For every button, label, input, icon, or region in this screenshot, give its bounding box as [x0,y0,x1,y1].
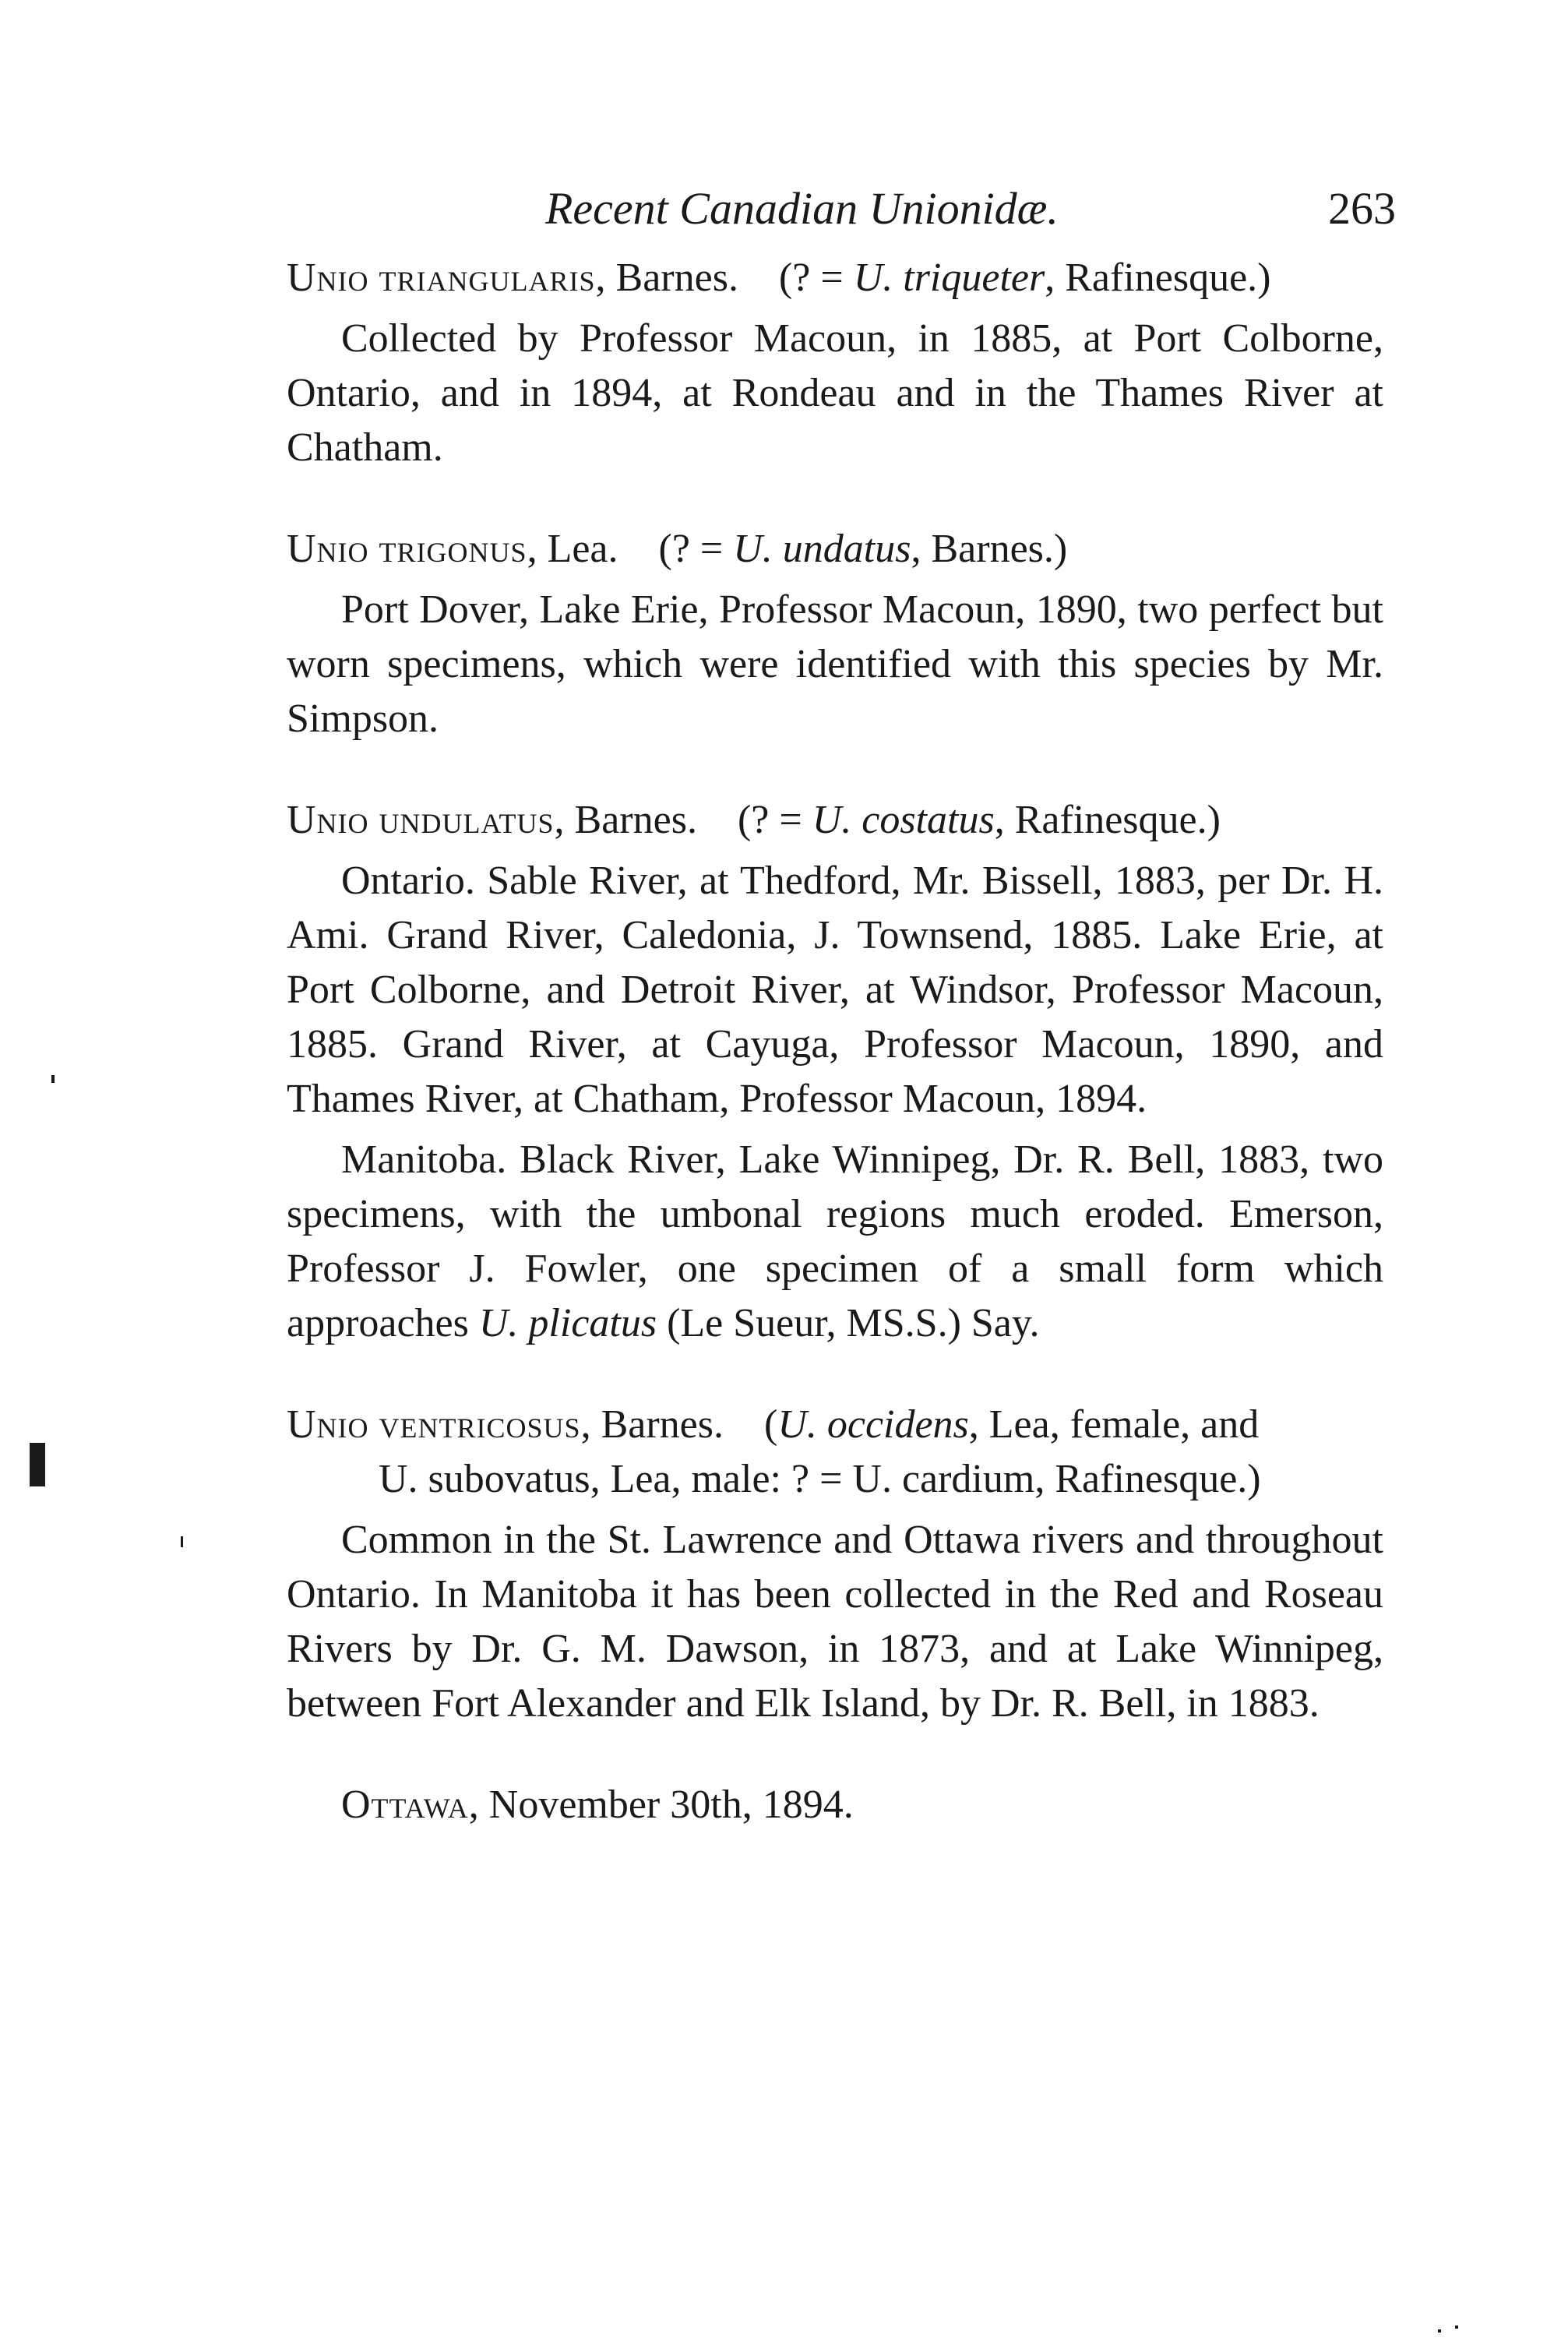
synonym-name: U. triqueter [853,256,1045,300]
signoff-place: Ottawa [341,1783,469,1827]
species-name: undulatus [379,798,555,842]
synonym-prefix: (? = [778,256,854,300]
page-body [287,251,1383,1832]
synonym-name: U. costatus [812,798,995,842]
scan-mark [51,1075,55,1083]
manitoba-text-after: (Le Sueur, MS.S.) Say. [657,1301,1040,1345]
entry-paragraph: Collected by Professor Macoun, in 1885, at Port Colborne, Ontario, and in 1894, at Rondeau and in the Thames River at Chatham. [287,316,1383,470]
synonym-prefix: (? = [658,527,734,571]
entry-paragraph-ontario: Ontario. Sable River, at Thedford, Mr. Bissell, 1883, per Dr. H. Ami. Grand River, Caledonia, J. Townsend, 1885. Lake Erie, at Port Colborne, and Detroit River, at Windsor, Professor Macoun, 1885. Grand River, at Cayuga, Professor Macoun, 1890, and Thames River, at Chatham, Professor Macoun, 1894. [287,859,1383,1121]
species-name: trigonus [379,527,527,571]
species-name: ventricosus [379,1402,581,1447]
synonym-suffix: , Barnes.) [911,527,1068,571]
synonym-prefix: (? = [737,798,812,842]
synonym-suffix: , Rafinesque.) [994,798,1221,842]
scan-mark [181,1536,183,1547]
entry-heading-continuation [287,1452,1383,1507]
synonym-name-3: U. cardium [852,1457,1035,1501]
manitoba-italic-name: U. plicatus [478,1301,657,1345]
entry-heading-triangularis [287,251,1383,305]
authority: , Barnes. [580,1402,724,1447]
genus-name: Unio [287,1402,369,1447]
manitoba-text-before: Manitoba. Black River, Lake Winnipeg, Dr. R. Bell, 1883, two specimens, with the umbonal regions much eroded. Emerson, Professor J. Fowler, one specimen of a small form which approaches [287,1137,1383,1345]
authority: , Barnes. [595,256,738,300]
species-name: triangularis [379,256,596,300]
synonym-suffix: , Lea, female, and [968,1402,1260,1447]
genus-name: Unio [287,256,369,300]
synonym-name: U. undatus [733,527,911,571]
synonym-prefix: ( [763,1402,778,1447]
genus-name: Unio [287,527,369,571]
entry-heading-undulatus [287,793,1383,848]
genus-name: Unio [287,798,369,842]
synonym-name: U. occidens [777,1402,969,1447]
entry-paragraph-manitoba [287,1133,1383,1351]
authority: , Lea. [527,527,618,571]
entry-paragraph: Port Dover, Lake Erie, Professor Macoun, 1890, two perfect but worn specimens, which were identified with this species by Mr. Simpson. [287,587,1383,741]
signoff-date: , November 30th, 1894. [468,1783,854,1827]
entry-heading-trigonus [287,522,1383,577]
scan-mark [30,1443,45,1486]
scan-mark [1455,2326,1458,2329]
entry-heading-ventricosus [287,1398,1383,1452]
synonym-suffix: , Rafinesque.) [1045,256,1271,300]
scan-mark [1438,2329,1441,2333]
synonym-mid: , Lea, male: ? = [590,1457,853,1501]
authority: , Barnes. [554,798,697,842]
signoff [287,1778,1383,1832]
running-title: Recent Canadian Unionidæ. [545,183,1059,234]
entry-paragraph: Common in the St. Lawrence and Ottawa rivers and throughout Ontario. In Manitoba it has been collected in the Red and Roseau Rivers by Dr. G. M. Dawson, in 1873, and at Lake Winnipeg, between Fort Alexander and Elk Island, by Dr. R. Bell, in 1883. [287,1518,1383,1726]
page-number: 263 [1328,183,1396,234]
synonym-suffix-2: , Rafinesque.) [1034,1457,1261,1501]
page-header [545,178,1396,240]
synonym-name-2: U. subovatus [379,1457,590,1501]
